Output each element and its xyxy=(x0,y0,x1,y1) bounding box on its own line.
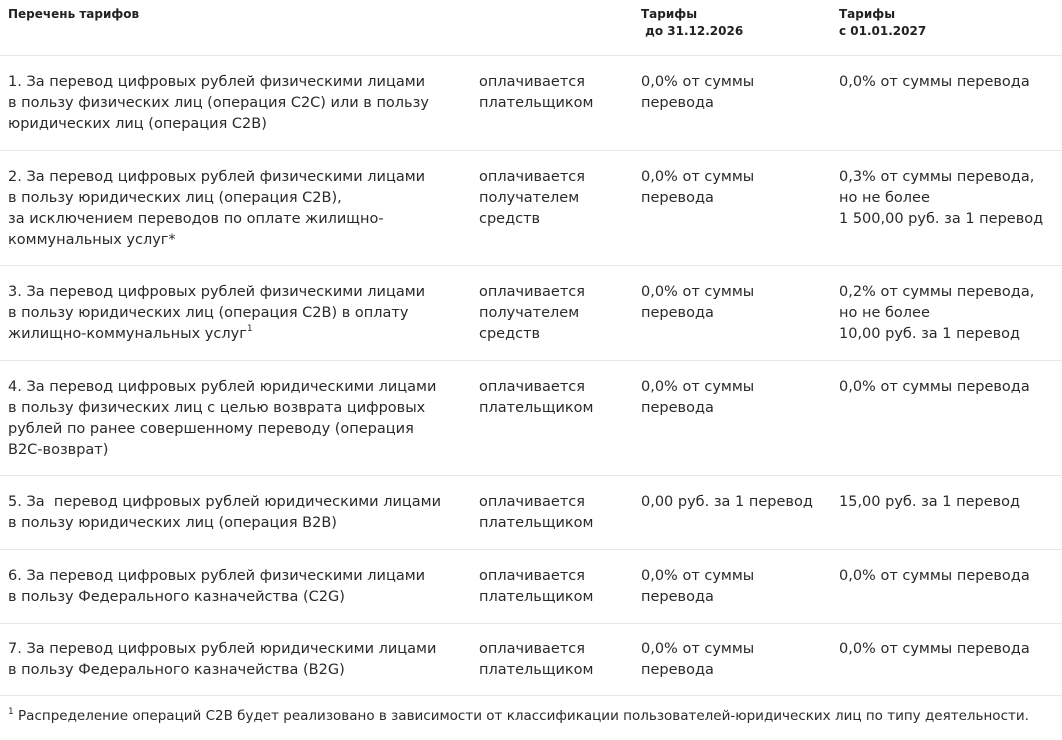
row-payer: оплачивается получателем средств xyxy=(479,169,585,227)
row-payer: оплачивается получателем средств xyxy=(479,284,585,342)
row-tariff-from: 0,0% от суммы перевода xyxy=(839,379,1030,395)
row-payer: оплачивается плательщиком xyxy=(479,494,594,531)
row-description: 7. За перевод цифровых рублей юридическими лицами в пользу Федерального казначейства (B2G) xyxy=(8,641,437,678)
row-description xyxy=(8,282,468,345)
row-description-text: 3. За перевод цифровых рублей физическими лицами в пользу юридических лиц (операция C2B) в оплату жилищно-коммунальных услуг xyxy=(8,284,426,342)
header-tariffs-until: Тарифы до 31.12.2026 xyxy=(641,7,744,38)
row-tariff-from: 0,0% от суммы перевода xyxy=(839,568,1030,584)
row-description: 4. За перевод цифровых рублей юридическими лицами в пользу физических лиц с целью возврата цифровых рублей по ранее совершенному переводу (операция B2C-возврат) xyxy=(8,379,437,458)
table-row xyxy=(0,56,1062,151)
row-description: 1. За перевод цифровых рублей физическими лицами в пользу физических лиц (операция C2C) или в пользу юридических лиц (операция C2B) xyxy=(8,74,429,132)
table-row xyxy=(0,624,1062,696)
table-row xyxy=(0,476,1062,550)
footnote-reference: 1 xyxy=(246,324,253,335)
row-description: 5. За перевод цифровых рублей юридическими лицами в пользу юридических лиц (операция B2B) xyxy=(8,494,442,531)
row-tariff-until: 0,0% от суммы перевода xyxy=(641,169,755,206)
row-payer: оплачивается плательщиком xyxy=(479,379,594,416)
row-tariff-from: 0,3% от суммы перевода, но не более 1 500,00 руб. за 1 перевод xyxy=(839,169,1044,227)
row-payer: оплачивается плательщиком xyxy=(479,641,594,678)
row-tariff-until: 0,0% от суммы перевода xyxy=(641,284,755,321)
table-row xyxy=(0,550,1062,624)
row-tariff-from: 0,2% от суммы перевода, но не более 10,00 руб. за 1 перевод xyxy=(839,284,1035,342)
table-row xyxy=(0,266,1062,361)
table-header xyxy=(0,0,1062,56)
row-tariff-from: 0,0% от суммы перевода xyxy=(839,74,1030,90)
footnote xyxy=(8,706,1029,726)
row-payer: оплачивается плательщиком xyxy=(479,74,594,111)
row-description: 6. За перевод цифровых рублей физическими лицами в пользу Федерального казначейства (C2G) xyxy=(8,568,426,605)
row-tariff-from: 0,0% от суммы перевода xyxy=(839,641,1030,657)
table-row xyxy=(0,361,1062,476)
row-tariff-from: 15,00 руб. за 1 перевод xyxy=(839,494,1021,510)
row-payer: оплачивается плательщиком xyxy=(479,568,594,605)
row-tariff-until: 0,0% от суммы перевода xyxy=(641,641,755,678)
row-description: 2. За перевод цифровых рублей физическими лицами в пользу юридических лиц (операция C2B), за исключением переводов по оплате жилищно- коммунальных услуг* xyxy=(8,169,426,248)
footnote-marker: 1 xyxy=(8,706,14,717)
table-row xyxy=(0,151,1062,266)
header-tariffs-from: Тарифы с 01.01.2027 xyxy=(839,7,927,38)
row-tariff-until: 0,0% от суммы перевода xyxy=(641,379,755,416)
footnote-text: Распределение операций С2В будет реализовано в зависимости от классификации пользователей-юридических лиц по типу деятельности. xyxy=(13,708,1029,724)
header-tariff-list: Перечень тарифов xyxy=(8,7,140,21)
row-tariff-until: 0,00 руб. за 1 перевод xyxy=(641,494,813,510)
row-tariff-until: 0,0% от суммы перевода xyxy=(641,74,755,111)
row-tariff-until: 0,0% от суммы перевода xyxy=(641,568,755,605)
